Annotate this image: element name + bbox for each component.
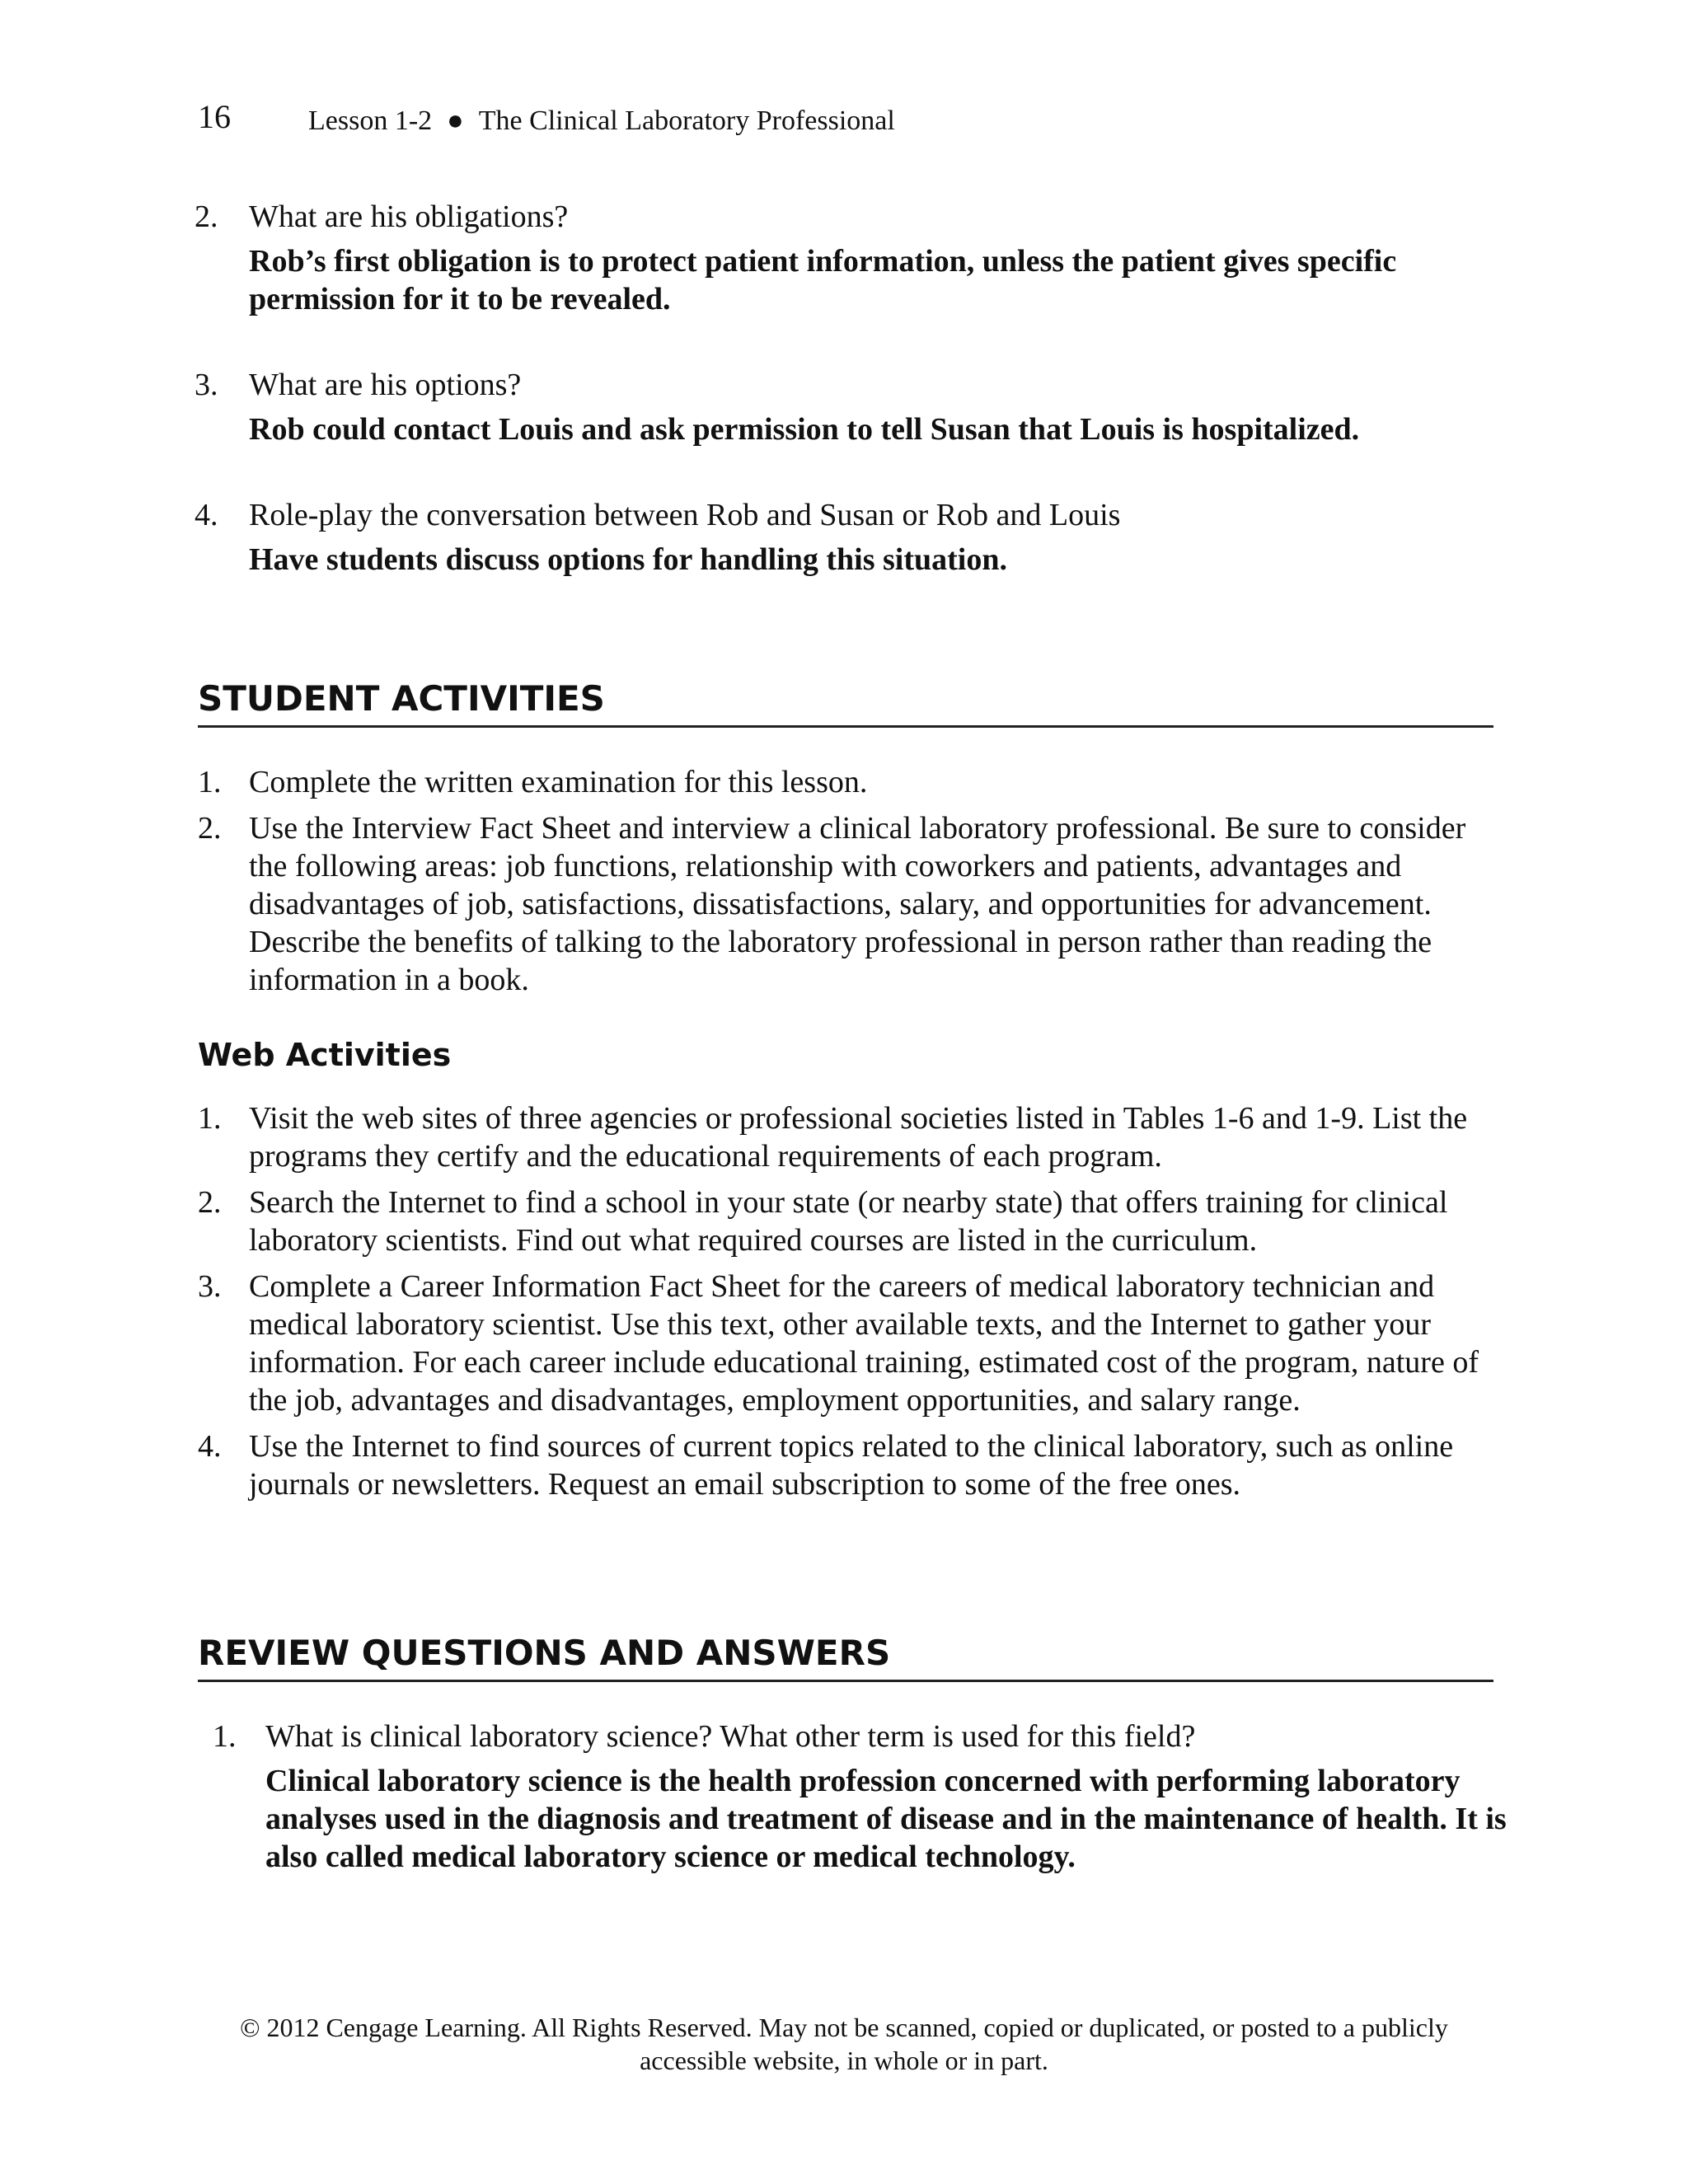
bullet-separator: ● — [447, 105, 464, 136]
item-number: 2. — [198, 811, 222, 846]
question-number: 2. — [195, 199, 218, 234]
question-item — [195, 198, 1507, 318]
section-heading-review-questions: REVIEW QUESTIONS AND ANSWERS — [198, 1632, 1493, 1682]
item-text: Complete a Career Information Fact Sheet for the careers of medical laboratory technician and medical laboratory scientist. Use this text, other available texts, and the Internet to gather your information. For each career include educational training, estimated cost of the program, nature of the job, advantages and disadvantages, employment opportunities, and salary range. — [249, 1269, 1479, 1418]
review-question-item — [213, 1718, 1515, 1876]
list-item — [198, 1183, 1508, 1259]
item-text: Complete the written examination for this lesson. — [249, 765, 868, 799]
page-number: 16 — [198, 98, 231, 135]
item-number: 4. — [198, 1429, 222, 1464]
lesson-label: Lesson 1-2 — [308, 105, 433, 136]
item-number: 2. — [198, 1185, 222, 1220]
copyright-footer — [165, 2011, 1523, 2077]
item-number: 1. — [198, 765, 222, 799]
list-item — [198, 1099, 1508, 1175]
answer-text: Clinical laboratory science is the health profession concerned with performing laboratory analyses used in the diagnosis and treatment of disease and in the maintenance of health. It is also called medical laboratory science or medical technology. — [265, 1764, 1507, 1874]
question-number: 4. — [195, 498, 218, 532]
item-number: 3. — [198, 1269, 222, 1304]
copyright-line-2: accessible website, in whole or in part. — [640, 2046, 1048, 2075]
item-number: 1. — [198, 1101, 222, 1136]
question-text: What are his options? — [249, 368, 522, 402]
answer-text: Have students discuss options for handling this situation. — [249, 542, 1007, 577]
question-text: What is clinical laboratory science? What other term is used for this field? — [265, 1719, 1196, 1754]
chapter-title: The Clinical Laboratory Professional — [478, 105, 895, 136]
answer-text: Rob’s first obligation is to protect patient information, unless the patient gives specific permission for it to be revealed. — [249, 244, 1397, 316]
list-item — [198, 1268, 1508, 1419]
student-activities-list — [198, 763, 1508, 1007]
list-item — [198, 809, 1508, 999]
list-item — [198, 1427, 1508, 1503]
question-number: 1. — [213, 1719, 237, 1754]
item-text: Use the Internet to find sources of current topics related to the clinical laboratory, such as online journals or newsletters. Request an email subscription to some of the free ones. — [249, 1429, 1454, 1502]
section-heading-student-activities: STUDENT ACTIVITIES — [198, 677, 1493, 728]
question-text: What are his obligations? — [249, 199, 569, 234]
answer-text: Rob could contact Louis and ask permission to tell Susan that Louis is hospitalized. — [249, 412, 1360, 447]
web-activities-list — [198, 1099, 1508, 1511]
question-item — [195, 366, 1507, 448]
list-item — [198, 763, 1508, 801]
item-text: Search the Internet to find a school in your state (or nearby state) that offers training for clinical laboratory scientists. Find out what required courses are listed in the curriculum. — [249, 1185, 1448, 1258]
item-text: Visit the web sites of three agencies or professional societies listed in Tables 1-6 and 1-9. List the programs they certify and the educational requirements of each program. — [249, 1101, 1468, 1174]
running-head — [308, 104, 895, 138]
copyright-line-1: © 2012 Cengage Learning. All Rights Reserved. May not be scanned, copied or duplicated, or posted to a publicly — [240, 2013, 1448, 2042]
question-number: 3. — [195, 368, 218, 402]
question-item — [195, 496, 1507, 579]
item-text: Use the Interview Fact Sheet and interview a clinical laboratory professional. Be sure to consider the following areas: job functions, relationship with coworkers and patients, advantages and disadvantages of job, satisfactions, dissatisfactions, salary, and opportunities for advancement. Describe the benefits of talking to the laboratory professional in person rather than reading the information in a book. — [249, 811, 1466, 997]
question-text: Role-play the conversation between Rob and Susan or Rob and Louis — [249, 498, 1121, 532]
subheading-web-activities: Web Activities — [198, 1037, 452, 1073]
